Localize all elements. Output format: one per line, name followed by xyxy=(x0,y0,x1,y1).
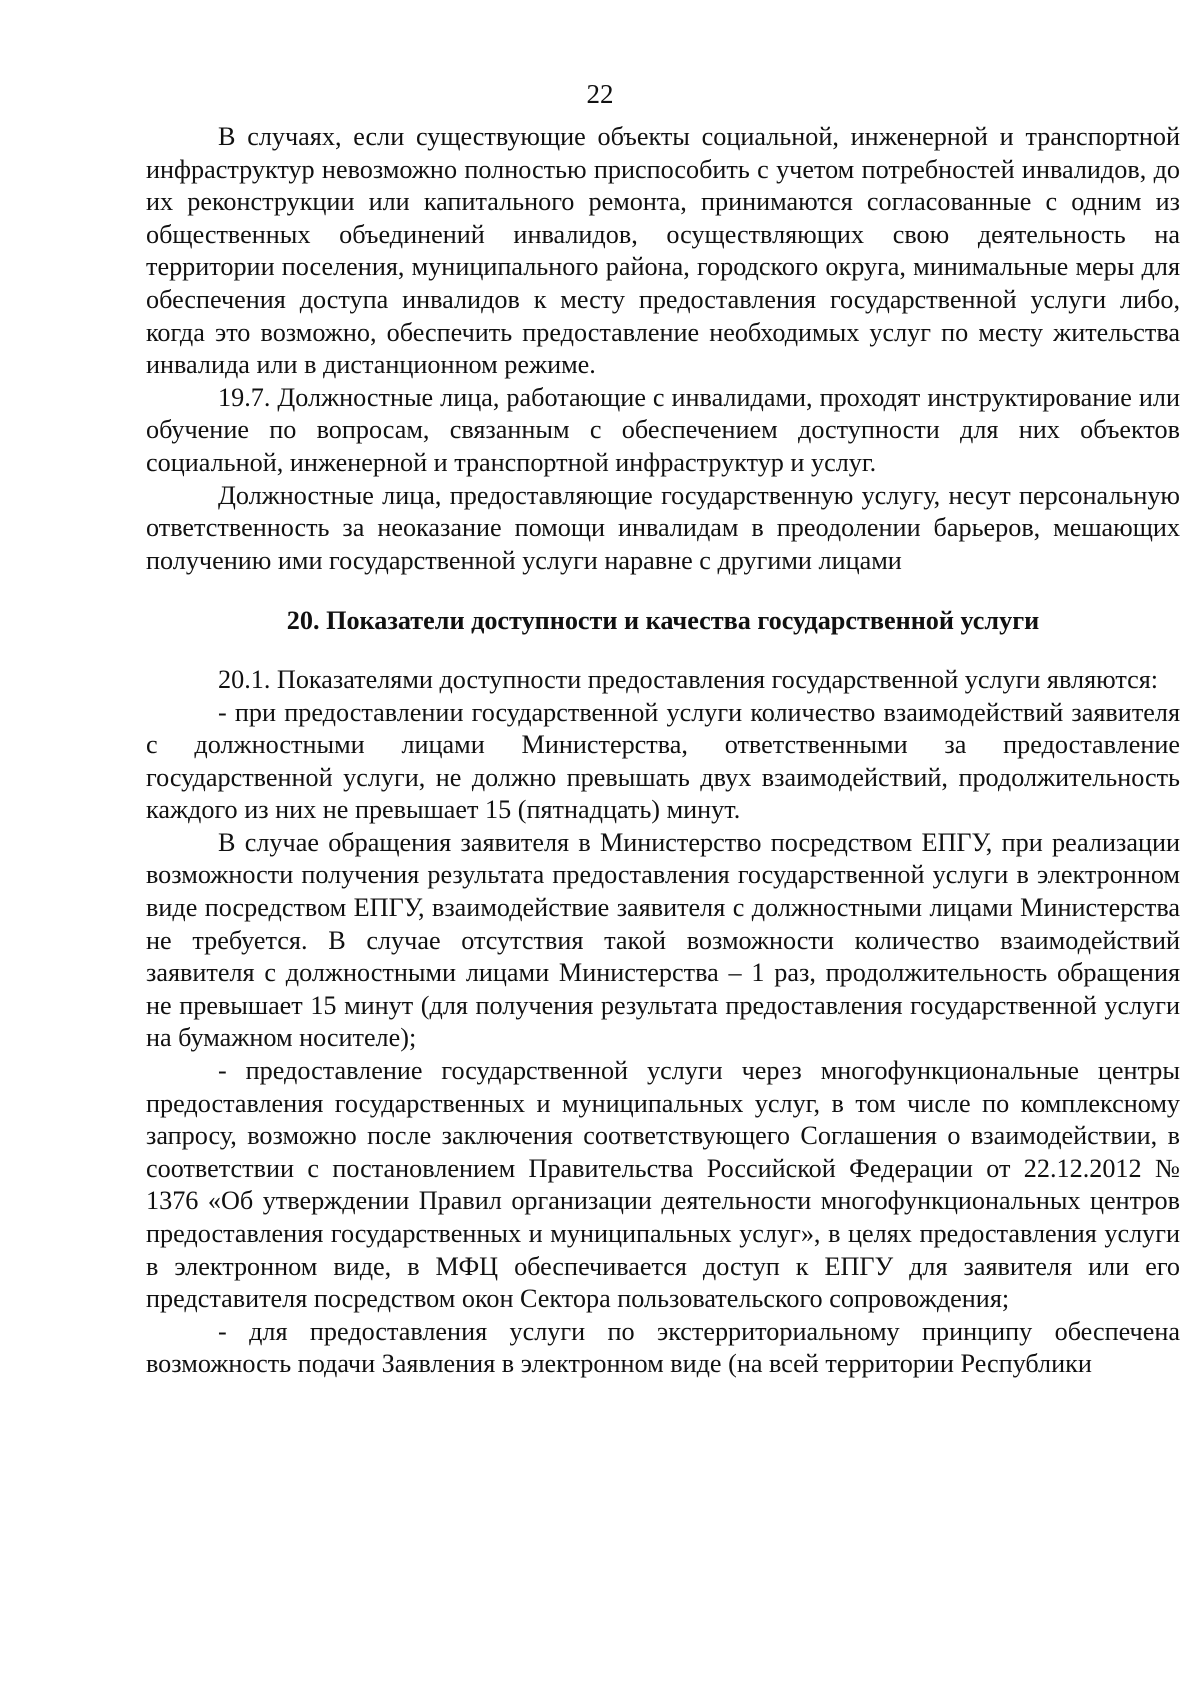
paragraph-20-1: 20.1. Показателями доступности предоставления государственной услуги являются: xyxy=(218,664,1159,694)
paragraph-19-7: 19.7. Должностные лица, работающие с инвалидами, проходят инструктирование или обучение по вопросам, связанным с обеспечением доступности для них объектов социальной, инженерной и транспортной инфраструктур и услуг. xyxy=(146,382,1180,477)
list-item-extraterritorial: - для предоставления услуги по экстерриториальному принципу обеспечена возможность подачи Заявления в электронном виде (на всей территории Республики xyxy=(146,1316,1180,1379)
section-heading: 20. Показатели доступности и качества государственной услуги xyxy=(286,606,1040,636)
paragraph-accessibility-measures: В случаях, если существующие объекты социальной, инженерной и транспортной инфраструктур невозможно полностью приспособить с учетом потребностей инвалидов, до их реконструкции или капитального ремонта, принимаются согласованные с одним из общественных объединений инвалидов, осуществляющих свою деятельность на территории поселения, муниципального района, городского округа, минимальные меры для обеспечения доступа инвалидов к месту предоставления государственной услуги либо, когда это возможно, обеспечить предоставление необходимых услуг по месту жительства инвалида или в дистанционном режиме. xyxy=(146,122,1180,380)
paragraph-epgu: В случае обращения заявителя в Министерство посредством ЕПГУ, при реализации возможности получения результата предоставления государственной услуги в электронном виде посредством ЕПГУ, взаимодействие заявителя с должностными лицами Министерства не требуется. В случае отсутствия такой возможности количество взаимодействий заявителя с должностными лицами Министерства – 1 раз, продолжительность обращения не превышает 15 минут (для получения результата предоставления государственной услуги на бумажном носителе); xyxy=(146,827,1180,1053)
paragraph-officials-responsibility: Должностные лица, предоставляющие государственную услугу, несут персональную ответственность за неоказание помощи инвалидам в преодолении барьеров, мешающих получению ими государственной услуги наравне с другими лицами xyxy=(146,480,1180,575)
list-item-interactions: - при предоставлении государственной услуги количество взаимодействий заявителя с должностными лицами Министерства, ответственными за предоставление государственной услуги, не должно превышать двух взаимодействий, продолжительность каждого из них не превышает 15 (пятнадцать) минут. xyxy=(146,697,1180,825)
list-item-mfc: - предоставление государственной услуги через многофункциональные центры предоставления государственных и муниципальных услуг, в том числе по комплексному запросу, возможно после заключения соответствующего Соглашения о взаимодействии, в соответствии с постановлением Правительства Российской Федерации от 22.12.2012 № 1376 «Об утверждении Правил организации деятельности многофункциональных центров предоставления государственных и муниципальных услуг», в целях предоставления услуги в электронном виде, в МФЦ обеспечивается доступ к ЕПГУ для заявителя или его представителя посредством окон Сектора пользовательского сопровождения; xyxy=(146,1056,1180,1314)
document-body xyxy=(146,121,1180,1381)
page-number: 22 xyxy=(586,79,614,109)
